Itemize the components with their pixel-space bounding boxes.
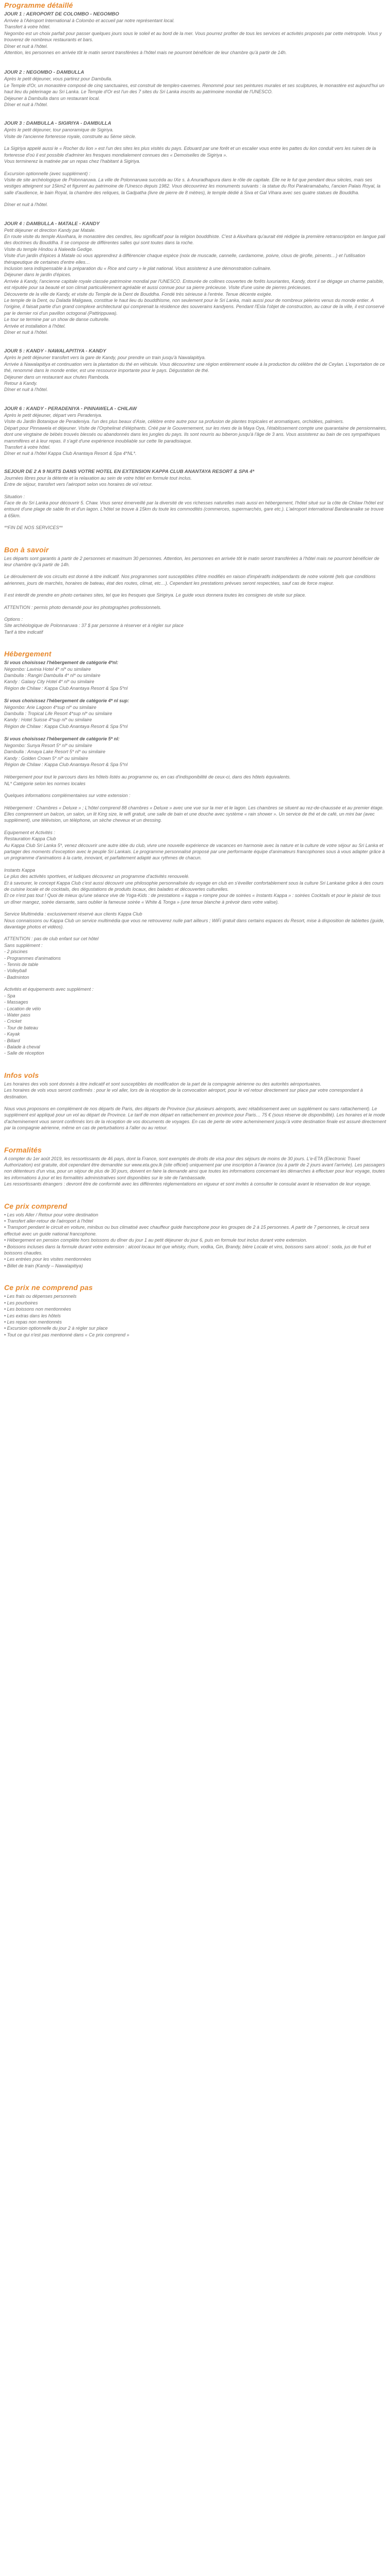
info-text: Tarif à titre indicatif <box>4 629 43 635</box>
day-text: Découverte de la ville de Kandy, et visite du Temple de la Dent de Bouddha. Fondé très sérieuse à l'entrée. Tenue décente exigée. <box>4 291 272 297</box>
info-text: Le plus des activités sportives, et ludiques découvrez un programme d'activités renouvelé. <box>4 874 190 879</box>
day-text: Arrivée à l'Aéroport International à Colombo et accueil par notre représentant local. <box>4 18 175 23</box>
excluded-item: • Tout ce qui n'est pas mentionné dans « Ce prix comprend » <box>4 1332 129 1337</box>
info-text: Hébergement pour tout le parcours dans les hôtels listés au programme ou, en cas d'indisponibilité de ceux-ci, dans des hôtels équivalents. <box>4 774 291 780</box>
day-block <box>4 221 387 336</box>
day-text: Negombo est un choix parfait pour passer quelques jours sous le soleil et au bord de la mer. Vous pourrez profiter de tous les services et activités proposés par cette métropole. Vous y trouverez de nombreux restaurants et bars. <box>4 30 382 43</box>
info-text: Le déroulement de vos circuits est donné à titre indicatif. Nos programmes sont susceptibles d'être modifiés en raison d'impératifs indépendants de notre volonté (tels que conditions aériennes, jours de marchés, horaires de bateau, état des routes, climat, etc…). Cependant les prestations prévues seront respectées, sauf cas de force majeur. <box>4 574 376 586</box>
day-title: JOUR 1 : AEROPORT DE COLOMBO - NEGOMBO <box>4 11 119 17</box>
hotel-category-title: Si vous choisissez l'hébergement de catégorie 4* nl sup: <box>4 698 129 704</box>
day-text: Dîner et nuit à l'hôtel. <box>4 43 48 49</box>
section-heading: Infos vols <box>4 1071 39 1079</box>
hotel-line: Région de Chilaw : Kappa Club Anantaya Resort & Spa 5*nl <box>4 723 128 729</box>
info-text: Activités et équipements avec supplément : <box>4 987 94 992</box>
day-text: La Sigiriya appelé aussi le « Rocher du lion » est l'un des sites les plus visités du pays. Edouard par une forêt et un escalier vous entre les pattes du lion conduit vers les ruines de la forteresse d'où il est possible d'admirer les fresques mondialement connues des « Demoiselles de Sigiriya ». <box>4 146 376 158</box>
day-block <box>4 120 387 208</box>
hebergement-section <box>4 650 387 1057</box>
info-text: - Massages <box>4 999 28 1005</box>
info-text: - Billard <box>4 1038 20 1043</box>
info-text: - Spa <box>4 993 15 998</box>
day-text: Transfert à votre hôtel. <box>4 24 51 30</box>
info-text: - Badminton <box>4 974 29 980</box>
day-text: Après le petit déjeuner, tour panoramique de Sigiriya. <box>4 127 114 133</box>
info-text: - Volleyball <box>4 968 27 974</box>
day-block <box>4 348 387 393</box>
bon-a-savoir-section <box>4 546 387 636</box>
hotel-line: Région de Chilaw : Kappa Club Anantaya Resort & Spa 5*nl <box>4 761 128 767</box>
day-text: Visite de site archéologique de Polonnaruwa. La ville de Polonnaruwa succéda au IXe s. à Anuradhapura dans le rôle de capitale. Elle ne le fut que pendant deux siècles, mais ses vestiges atteignent sur 15km2 et figurent au patrimoine de l'Unesco depuis 1982. Vous découvrirez les monuments suivants : la statue du Roi Parakramabahu, l'ancien Palais Royal, la salle d'audience, le bain Royal, la chambre des reliques, la Gadpatha (livre de pierre de 8 mètres), le temple dédié à Siva et Gal Vihara avec ses quatre statues de Bouddha. <box>4 177 381 195</box>
day-text: Après le petit déjeuner, départ vers Peradeniya. <box>4 412 103 418</box>
info-text: Quelques informations complémentaires sur votre extension : <box>4 793 131 799</box>
day-text: Le tour se termine par un show de danse culturelle. <box>4 317 110 323</box>
day-title: JOUR 4 : DAMBULLA - MATALE - KANDY <box>4 221 100 227</box>
info-text: - Location de vélo <box>4 1006 41 1011</box>
day-block <box>4 69 387 108</box>
info-text: Instants Kappa <box>4 867 36 873</box>
info-text: Options : <box>4 617 23 622</box>
info-text: Nous vous proposons en complément de nos départs de Paris, des départs de Province (sur plusieurs aéroports, avec rétablissement avec un supplément ou sans rattachement). Le supplément est appliqué pour un vol au départ de Province. Le tarif de mon départ en rattachement en province pour Paris… 75 € (sous réserve de disponibilité). Les horaires et le mode d'acheminement vous seront confirmés lors de la réception de vos documents de voyages. En cas de perte de votre acheminement jusqu'à votre destination finale est assuré directement par la compagnie aérienne, même en cas de perturbations à l'aller ou au retour. <box>4 1106 386 1131</box>
day-text: Arrivée à Kandy, l'ancienne capitale royale classée patrimoine mondial par l'UNESCO. Entourée de collines couvertes de forêts luxuriantes, Kandy, dont il se dégage un charme paisible, est réputée pour sa beauté et son climat particulièrement agréable et aussi connue pour sa pierre précieuse. Visite d'une usine de pierres précieuses. <box>4 278 384 291</box>
day-block <box>4 405 387 457</box>
info-text: ATTENTION : permis photo demandé pour les photographes professionnels. <box>4 604 161 610</box>
day-title: JOUR 6 : KANDY - PERADENIYA - PINNAWELA - CHILAW <box>4 405 137 412</box>
day-text: Le temple de la Dent, ou Dalada Maligawa, constitue le haut lieu du bouddhisme, non seulement pour le Sri Lanka, mais aussi pour de nombreux pèlerins venus du monde entier. A l'origine, il faisait partie d'un grand complexe architectural qui comprenait la résidence des souverains kandyens. Pendant l'Esla l'objet de construction, au cœur de la ville, il est conservé par le dernier roi d'un pavillon octogonal (Pattirippuwa). <box>4 298 385 316</box>
hotel-line: Dambulla : Amaya Lake Resort 5* nl* ou similaire <box>4 749 106 755</box>
info-text: Les horaires de vols vous seront confirmés : pour le vol aller, lors de la réception de la convocation aéroport, pour le vol retour directement sur place par votre correspondant à destination. <box>4 1088 363 1099</box>
excluded-item: • Les pourboires <box>4 1300 38 1306</box>
day-text: Arrivée et installation à l'hôtel. <box>4 323 66 329</box>
day-text: Journées libres pour la détente et la relaxation au sein de votre hôtel en formule tout inclus. <box>4 475 192 481</box>
day-text: Retour à Kandy. <box>4 381 38 386</box>
included-item: • Transport pendant le circuit en voiture, minibus ou bus climatisé avec chauffeur guide francophone pour les groupes de 2 à 15 personnes. A partir de 7 personnes, le circuit sera effectué avec un guide national francophone. <box>4 1225 369 1236</box>
section-heading: Ce prix ne comprend pas <box>4 1283 93 1292</box>
day-text: Inclusion sera indispensable à la préparation du « Rice and curry » le plat national. Vous assisterez à une démonstration culinaire. <box>4 265 271 271</box>
info-text: NL* Catégorie selon les normes locales <box>4 781 86 786</box>
info-text: Site archéologique de Polonnaruwa : 37 $ par personne à réserver et à régler sur place <box>4 623 184 629</box>
day-title: JOUR 2 : NEGOMBO - DAMBULLA <box>4 70 85 76</box>
day-title: SEJOUR DE 2 A 9 NUITS DANS VOTRE HOTEL EN EXTENSION KAPPA CLUB ANANTAYA RESORT & SPA 4* <box>4 468 254 474</box>
day-text: Dîner et nuit à l'hôtel Kappa Club Anantaya Resort & Spa 4*NL*. <box>4 451 137 456</box>
day-text: Dîner et nuit à l'hôtel. <box>4 330 48 335</box>
day-text: Situation : <box>4 494 25 499</box>
day-text: Vous terminerez la matinée par un repas chez l'habitant à Sigiriya. <box>4 159 141 164</box>
section-heading: Programme détaillé <box>4 1 73 9</box>
hotel-line: Dambulla : Rangiri Dambulla 4* nl* ou similaire <box>4 673 101 679</box>
excluded-item: • Les extras dans les hôtels <box>4 1313 61 1318</box>
section-heading: Formalités <box>4 1145 42 1154</box>
info-text: Restauration Kappa Club <box>4 836 56 842</box>
excluded-item: • Les repas non mentionnés <box>4 1319 62 1325</box>
info-text: Au Kappa Club Sri Lanka 5*, venez découvrir une autre idée du club, vivre une nouvelle expérience de vacances en harmonie avec la nature et la culture de votre séjour au Sri Lanka et partager des moments d'exception avec le peuple Sri Lankais. Le programme personnalisé proposé par une performante équipe d'animateurs francophones sous à vous adapter grâce à un programme d'animations à la carte, innovant, et parfaitement adapté aux rythmes de chacun. <box>4 842 385 861</box>
hotel-line: Négombo: Arie Lagoon 4*sup nl* ou similaire <box>4 704 96 710</box>
info-text: - Balade à cheval <box>4 1044 40 1049</box>
day-title: JOUR 5 : KANDY - NAWALAPITIYA - KANDY <box>4 348 106 354</box>
excluded-item: • Excursion optionnelle du jour 2 à régler sur place <box>4 1326 108 1331</box>
info-text: ATTENTION : pas de club enfant sur cet hôtel <box>4 936 99 942</box>
day-block <box>4 468 387 531</box>
infos-vols-section <box>4 1071 387 1131</box>
info-text: Sans supplément : <box>4 942 43 948</box>
day-text: Arrivée à Nawalapitiya et continuation vers la plantation du thé en véhicule. Vous découvrirez une région entièrement vouée à la production du célèbre thé de Ceylan. L'exportation de ce thé, renommé dans le monde entier, est une ressource importante pour le pays. Dégustation de thé. <box>4 361 385 374</box>
day-text: Attention, les personnes en arrivée tôt le matin seront transférées à l'hôtel mais ne pourront bénéficier de leur chambre qu'à partir de 14h. <box>4 50 287 56</box>
info-text: - Tour de bateau <box>4 1025 38 1030</box>
day-text: Après le petit déjeuner, vous partirez pour Dambulla. <box>4 76 112 82</box>
day-text: Départ pour Pinnawela et déjeuner. Visite de l'Orphelinat d'éléphants. Créé par le Gouvernement, sur les rives de la Maya Oya, l'établissement compte une quarantaine de pensionnaires, dont une vingtaine de bébés trouvés blessés ou abandonnés dans les jungles du pays. Ils sont nourris au biberon jusqu'à l'âge de 3 ans. Vous assisterez au bain de ces sympathiques mammifères et à leur repas. Il s'agit d'une expérience inoubliable sur cette île paradisiaque. <box>4 425 387 444</box>
hotel-line: Négombo: Lavinia Hotel 4* nl* ou similaire <box>4 666 91 672</box>
prix-comprend-section <box>4 1202 387 1269</box>
day-text: Transfert à votre hôtel. <box>4 444 51 450</box>
info-text: Les horaires des vols sont donnés à titre indicatif et sont susceptibles de modification de la part de la compagnie aérienne ou des autorités aéroportuaires. <box>4 1081 321 1087</box>
day-block <box>4 11 387 56</box>
included-item: • Transfert aller-retour de l'aéroport à l'hôtel <box>4 1218 93 1224</box>
day-text: Déjeuner dans le jardin d'épices. <box>4 272 72 278</box>
info-text: - Programmes d'animations <box>4 955 61 961</box>
info-text: Nous connaissons ou Kappa Club un service multimédia que vous ne retrouverez nulle part ailleurs ; WiFi gratuit dans certains espaces du Resort, mise à disposition de tablettes (guide, davantage photos et vidéos). <box>4 918 385 930</box>
info-text: Il est interdit de prendre en photo certaines sites, tel que les fresques que Sirigirya. Le guide vous donnera toutes les consignes de visite sur place. <box>4 592 306 598</box>
hotel-line: Kandy : Galaxy City Hotel 4* nl* ou similaire <box>4 679 94 685</box>
info-text: - Water pass <box>4 1012 30 1018</box>
section-heading: Ce prix comprend <box>4 1201 68 1210</box>
day-text: Visite du temple Hindou à Naleeda Gedige. <box>4 246 93 252</box>
included-item: • Hébergement en pension complète hors boissons du dîner du jour 1 au petit déjeuner du jour 6, puis en formule tout inclus durant votre extension. <box>4 1238 307 1243</box>
day-text: Le Temple d'Or, un monastère composé de cinq sanctuaires, est construit de temples-cavernes. Renommé pour ses peintures murales et ses sculptures, le monastère est aujourd'hui un haut lieu du pèlerinage au Sri Lanka. Le Temple d'Or est l'un des 7 sites du Sri Lanka inscrits au patrimoine mondial de l'UNESCO. <box>4 82 384 95</box>
prix-ne-comprend-section <box>4 1283 387 1338</box>
day-text: Excursion optionnelle (avec supplément) : <box>4 171 91 176</box>
section-heading: Hébergement <box>4 650 52 658</box>
section-heading: Bon à savoir <box>4 545 49 554</box>
info-text: Et à savourer, le concept Kappa Club c'est aussi découvrir une philosophie personnalisée du voyage en club en s'éveiller confortablement sous la culture Sri Lankaise grâce à des cours de cuisine locale et de cocktails, des dégustations de produits locaux, des balades et découvertes culturelles. <box>4 880 384 892</box>
excluded-item: • Les boissons non mentionnées <box>4 1307 71 1312</box>
info-text: Equipement et Activités : <box>4 829 55 835</box>
hotel-line: Kandy : Golden Crown 5* nl* ou similaire <box>4 755 88 761</box>
day-text: **FIN DE NOS SERVICES** <box>4 525 63 531</box>
hotel-category-title: Si vous choisissez l'hébergement de catégorie 4*nl: <box>4 660 119 666</box>
day-text: Déjeuner à Dambulla dans un restaurant local. <box>4 95 100 101</box>
info-text: A compter du 1er août 2019, les ressortissants de 46 pays, dont la France, sont exemptés de droits de visa pour des séjours de moins de 30 jours. L'e-ETA (Electronic Travel Authorization) est gratuite, doit cependant être demandée sur www.eta.gov.lk (site officiel) uniquement par une inscription à l'avance (ou à partir de 2 jours avant l'arrivée). Les passagers non détenteurs d'un visa, pour un séjour de plus de 30 jours, doivent en faire la demande ainsi que toutes les informations concernant les démarches à effectuer pour leur voyage, toutes les informations à jour et les formalités administratives sont disponibles sur le site de l'ambassade. <box>4 1156 385 1180</box>
hotel-line: Kandy : Hotel Suisse 4*sup nl* ou similaire <box>4 717 92 723</box>
day-text: Dîner et nuit à l'hôtel. <box>4 202 48 208</box>
day-text: Visite du Jardin Botanique de Peradeniya. l'un des plus beaux d'Asie, célèbre entre autre pour sa profusion de plantes tropicales et aromatiques, orchidées, palmiers. <box>4 419 344 425</box>
day-text: Face de du Sri Lanka pour découvrir 5. Chaw. Vous serez émerveillé par la diversité de vos richesses naturelles mais aussi en hébergement, l'hôtel situé sur la côte de Chilaw l'hôtel est entouré d'une plage de sable fin et d'un lagon. L'hôtel se trouve à 15km du toute les commodités (commerces, supermarchés, gare etc.). L'aéroport international Bandaranaike se trouve à 65km. <box>4 500 384 518</box>
hotel-line: Région de Chilaw : Kappa Club Anantaya Resort & Spa 5*nl <box>4 685 128 691</box>
day-text: Petit déjeuner et direction Kandy par Matale. <box>4 227 96 233</box>
included-item: • Billet de train (Kandy – Nawalapitiya) <box>4 1263 83 1268</box>
day-text: En route visite du temple Aluvihara, le monastère des cendres, lieu significatif pour la religion bouddhiste. C'est à Aluvihara qu'aurait été rédigée la première retranscription en langue pali des doctrines du Bouddha. Il se compose de différentes salles qui sont toutes dans la roche. <box>4 233 385 246</box>
programme-section <box>4 1 387 531</box>
day-text: Visite de l'ancienne forteresse royale, construite au 5ème siècle. <box>4 133 137 139</box>
info-text: - Kayak <box>4 1031 20 1037</box>
day-text: Déjeuner dans un restaurant aux chutes Ramboda. <box>4 374 110 380</box>
day-text: Dîner et nuit à l'hôtel. <box>4 387 48 393</box>
formalites-section <box>4 1146 387 1188</box>
day-text: Après le petit déjeuner transfert vers la gare de Kandy, pour prendre un train jusqu'à Nawalapitiya. <box>4 355 206 361</box>
info-text: - Salle de réception <box>4 1050 44 1056</box>
included-item: • Les vols Aller / Retour pour votre destination <box>4 1212 99 1217</box>
day-text: Entre de séjour, transfert vers l'aéroport selon vos horaires de vol retour. <box>4 482 153 487</box>
info-text: Les départs sont garantis à partir de 2 personnes et maximum 30 personnes. Attention, les personnes en arrivée tôt le matin seront transférées à l'hôtel mais ne pourront bénéficier de leur chambre qu'à partir de 14h. <box>4 555 380 567</box>
day-text: Visite d'un jardin d'épices à Matale où vous apprendrez à différencier chaque espèce (noix de muscade, cannelle, cardamome, poivre, clous de girofle, piments…) et l'utilisation thérapeutique de certaines d'entre elles… <box>4 253 365 265</box>
hotel-line: Negombo: Sunya Resort 5* nl* ou similaire <box>4 742 92 748</box>
info-text: - 2 piscines <box>4 949 28 955</box>
info-text: Hébergement : Chambres « Deluxe » ; L'hôtel comprend 88 chambres « Deluxe » avec une vue sur la mer et le lagon. Les chambres se situent au rez-de-chaussée et au premier étage. Elles comprennent un balcon, un salon, un lit King size, le wifi gratuit, une salle de bain et une douche avec système « rain shower ». Un service de thé et de café, un mini bar (avec supplément), une télévision, un téléphone, un sèche cheveux et un dressing. <box>4 805 384 823</box>
hotel-category-title: Si vous choisissez l'hébergement de catégorie 5* nl: <box>4 736 120 742</box>
info-text: - Tennis de table <box>4 962 39 968</box>
included-item: • Boissons incluses dans la formule durant votre extension : alcool locaux tel que whisky, rhum, vodka, Gin, Brandy, bière Locale et vins, boissons sans alcool : soda, jus de fruit et boissons chaudes. <box>4 1244 371 1256</box>
hotel-line: Dambulla : Tropical Life Resort 4*sup nl* ou similaire <box>4 711 112 717</box>
day-title: JOUR 3 : DAMBULLA - SIGIRIYA - DAMBULLA <box>4 121 111 127</box>
info-text: Et ce n'est pas tout ! Quoi de mieux qu'une séance vive de Yoga-Kids : de prestations « kappa » rompre pour de soirées « Instants Kappa » : soirées Cocktails et pour le plaisir de tous un dîner mangez, soirée dansante, sans oublier la fameuse soirée « White & Tonga » (une tenue blanche à prévoir dans votre valise). <box>4 893 381 905</box>
info-text: Les ressortissants étrangers : devront être de conformité avec les différentes réglementations en vigueur et sont invités à consulter le consulat avant le réservation de leur voyage. <box>4 1181 371 1187</box>
info-text: - Cricket <box>4 1019 22 1024</box>
excluded-item: • Les frais ou dépenses personnels <box>4 1294 77 1299</box>
info-text: Service Multimédia : exclusivement réservé aux clients Kappa Club <box>4 911 142 917</box>
day-text: Dîner et nuit à l'hôtel. <box>4 102 48 108</box>
included-item: • Les entrées pour les visites mentionnées <box>4 1257 91 1262</box>
